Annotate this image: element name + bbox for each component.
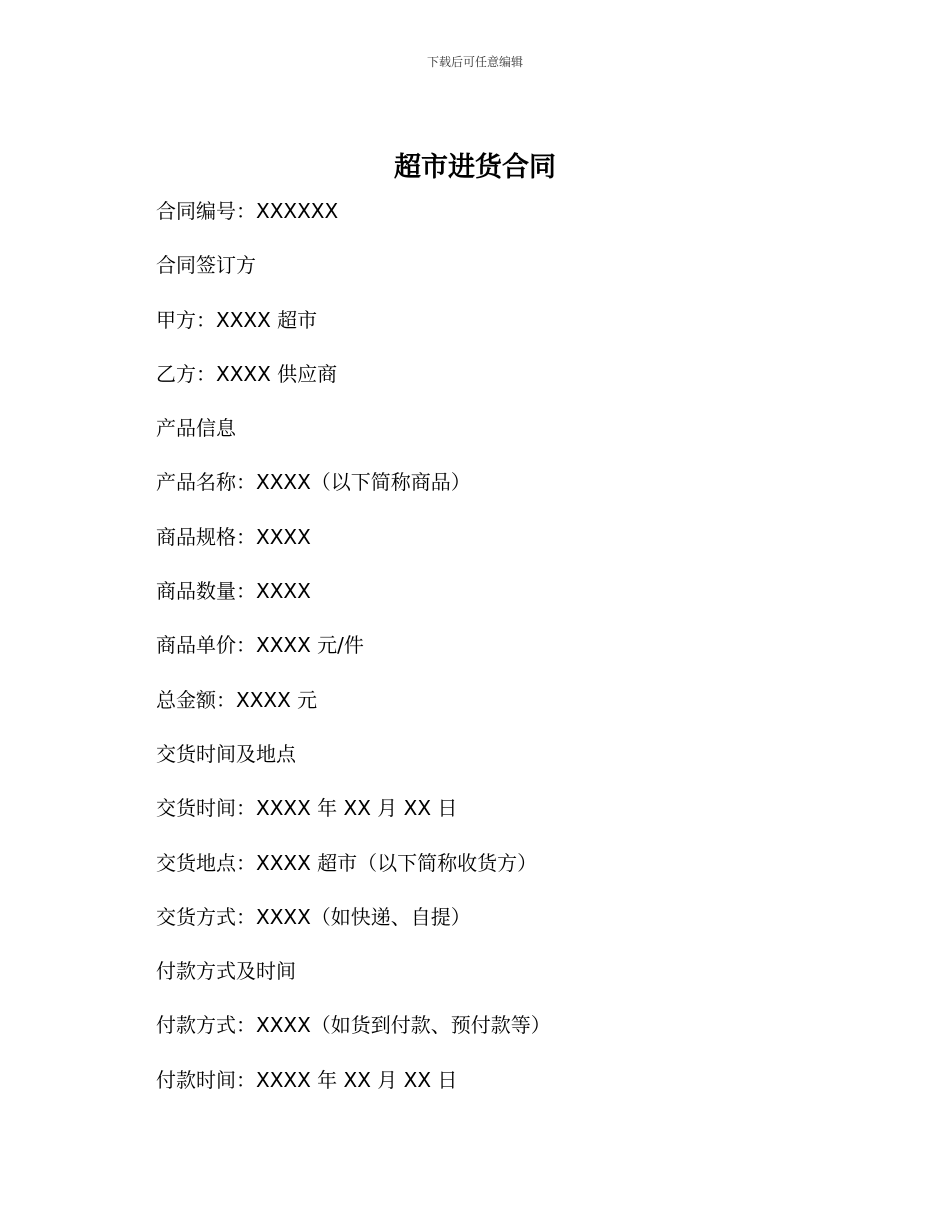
- total-amount-line: 总金额：XXXX 元: [156, 687, 318, 712]
- contract-body: [156, 197, 856, 1120]
- payment-method-line: 付款方式：XXXX（如货到付款、预付款等）: [156, 1013, 551, 1038]
- section-heading-product-info: 产品信息: [156, 416, 236, 441]
- section-heading-delivery: 交货时间及地点: [156, 741, 296, 766]
- section-heading-parties: 合同签订方: [156, 253, 256, 278]
- payment-time-line: 付款时间：XXXX 年 XX 月 XX 日: [156, 1067, 458, 1092]
- party-a-line: 甲方：XXXX 超市: [156, 307, 318, 332]
- delivery-method-line: 交货方式：XXXX（如快递、自提）: [156, 904, 471, 929]
- section-heading-payment: 付款方式及时间: [156, 959, 296, 984]
- document-title: 超市进货合同: [394, 152, 556, 183]
- delivery-time-line: 交货时间：XXXX 年 XX 月 XX 日: [156, 796, 458, 821]
- contract-number-line: 合同编号：XXXXXX: [156, 199, 339, 223]
- page-header-note: 下载后可任意编辑: [426, 55, 523, 69]
- product-unit-price-line: 商品单价：XXXX 元/件: [156, 633, 364, 658]
- delivery-location-line: 交货地点：XXXX 超市（以下简称收货方）: [156, 850, 538, 875]
- party-b-line: 乙方：XXXX 供应商: [156, 361, 338, 386]
- product-name-line: 产品名称：XXXX（以下简称商品）: [156, 470, 471, 495]
- product-quantity-line: 商品数量：XXXX: [156, 579, 311, 604]
- product-spec-line: 商品规格：XXXX: [156, 524, 311, 549]
